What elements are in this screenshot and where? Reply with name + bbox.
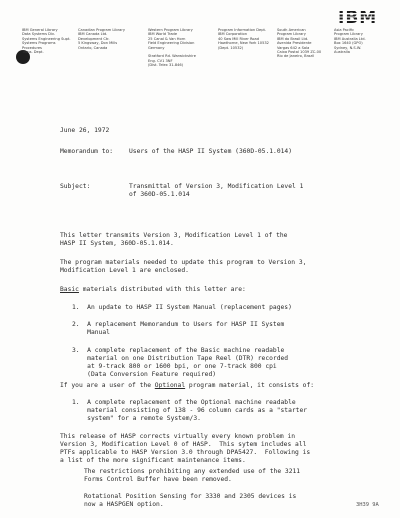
optional-materials-heading: If you are a user of the Optional program material, it consists of: bbox=[60, 382, 315, 389]
letterhead-address-program-info: Program Information Dept. IBM Corporation 40 Saw Mill River Road Hawthorne, New York 10532 (Dept. 10532) bbox=[218, 28, 269, 50]
basic-word: Basic bbox=[60, 286, 79, 293]
basic-item-3-line-2: material on one Distribution Tape Reel (DTR) recorded bbox=[72, 355, 289, 362]
optional-word: Optional bbox=[154, 382, 186, 389]
basic-item-3-line-3: at 9-track 800 or 1600 bpi, or one 7-track 800 cpi bbox=[72, 363, 277, 370]
basic-heading-rest: materials distributed with this letter are: bbox=[78, 286, 246, 293]
letterhead-address-asia-pacific: Asia Pacific Program Library IBM Australia Ltd. Box 1640 (GPO) Sydney, N.S.W. Australia bbox=[334, 28, 366, 55]
release-line-1: This release of HASP corrects virtually every known problem in bbox=[60, 433, 296, 440]
basic-materials-heading bbox=[60, 286, 246, 294]
ibm-logo-text: IBM bbox=[338, 8, 378, 28]
letterhead-address-western: Western Program Library IBM World Trade 25 Canal & Van Horn Field Engineering Division Germany Stratford Rd. Warwickshire Eng. CV1 3NF (Dist. Telex 31-846) bbox=[148, 28, 196, 68]
subject-line-1: Transmittal of Version 3, Modification Level 1 bbox=[129, 183, 304, 190]
maintenance-item-1-line-2: Forms Control Buffer have been removed. bbox=[84, 476, 232, 483]
ibm-logo bbox=[338, 8, 378, 28]
release-line-2: Version 3, Modification Level 0 of HASP. This sytem includes all bbox=[60, 441, 307, 448]
maintenance-item-2-line-2: now a HASPGEN option. bbox=[84, 501, 164, 508]
maintenance-item-1-line-1: The restrictions prohibiting any extended use of the 3211 bbox=[84, 468, 301, 475]
letter-date: June 26, 1972 bbox=[60, 127, 110, 134]
letterhead-address-south-america: South American Program Library IBM do Brasil Ltd. Avenida Presidente Vargas 642 a Sala Caixa Postal 1039 ZC-00 Rio de Janeiro, Brazil bbox=[277, 28, 322, 59]
intro-line-1: This letter transmits Version 3, Modification Level 1 of the bbox=[60, 232, 288, 239]
memo-label: Memorandum to: bbox=[60, 148, 114, 155]
letterhead-address-general: IBM General Library Data Systems Div. Systems Engineering Supt. Systems Programs Procedures Trans. Dept. bbox=[22, 28, 71, 55]
optional-item-1-line-1: 1. A complete replacement of the Optional machine readable bbox=[72, 399, 296, 406]
intro-line-2: HASP II System, 360D-05.1.014. bbox=[60, 240, 174, 247]
materials-line-2: Modification Level 1 are enclosed. bbox=[60, 267, 189, 274]
release-line-3: PTFs applicable to HASP Version 3.0 through DPA5427. Following is bbox=[60, 449, 311, 456]
optional-item-1-line-2: material consisting of 138 - 96 column cards as a "starter bbox=[72, 407, 308, 414]
basic-item-3-line-4: (Data Conversion Feature required) bbox=[72, 371, 217, 378]
memo-recipients: Users of the HASP II System (360D-05.1.014) bbox=[129, 148, 293, 155]
maintenance-item-2-line-1: Rotational Position Sensing for 3330 and 2305 devices is bbox=[84, 493, 297, 500]
subject-line-2: of 360D-05.1.014 bbox=[129, 191, 190, 198]
letterhead-address-canada: Canadian Program Library IBM Canada Ltd. Development Ctr. 5 Kingsway, Don Mills Ontario, Canada bbox=[78, 28, 125, 50]
document-code: 3H39 9A bbox=[356, 502, 379, 508]
basic-item-2-line-2: Manual bbox=[72, 329, 110, 336]
release-line-4: a list of the more significant maintenance items. bbox=[60, 457, 246, 464]
subject-label: Subject: bbox=[60, 183, 91, 190]
materials-line-1: The program materials needed to update this program to Version 3, bbox=[60, 259, 307, 266]
basic-item-1: 1. An update to HASP II System Manual (replacement pages) bbox=[72, 304, 292, 311]
basic-item-3-line-1: 3. A complete replacement of the Basic machine readable bbox=[72, 347, 285, 354]
optional-item-1-line-3: system" for a remote System/3. bbox=[72, 415, 201, 422]
basic-item-2-line-1: 2. A replacement Memorandum to Users for HASP II System bbox=[72, 321, 285, 328]
